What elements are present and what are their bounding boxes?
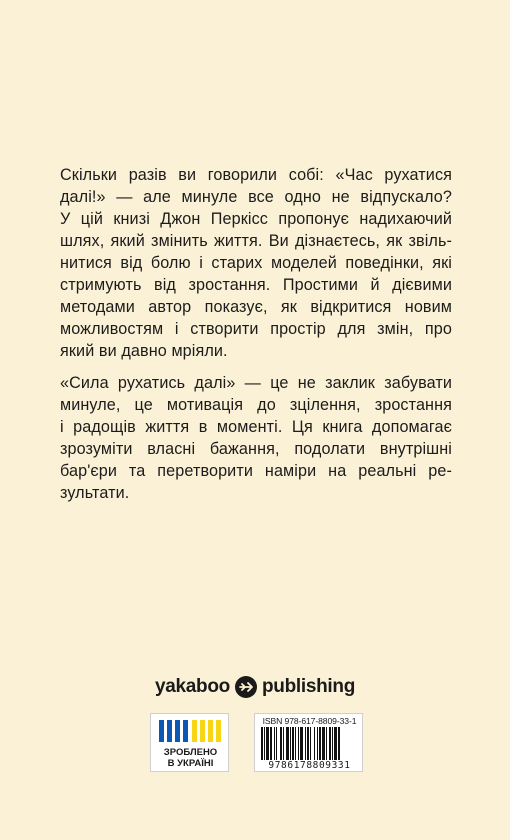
made-in-ukraine-badge	[150, 713, 229, 772]
barcode-digits: 9786178809331	[268, 760, 351, 771]
text-line: Скільки разів ви говорили собі: «Час рухатися	[60, 166, 452, 184]
text-line: і радощів життя в моменті. Ця книга допомагає	[60, 418, 452, 436]
description-paragraph-1	[60, 164, 452, 362]
text-line: нитися від болю і старих моделей поведінки, які	[60, 254, 452, 272]
text-line: «Сила рухатись далі» — це не заклик забувати	[60, 374, 452, 392]
text-line: методами автор показує, як відкритися новим	[60, 298, 452, 316]
publisher-name-right: publishing	[261, 676, 356, 697]
flag-bars-icon	[159, 720, 221, 742]
text-line: який ви давно мріяли.	[60, 342, 228, 360]
publisher-name-left: yakaboo	[154, 676, 230, 697]
description-paragraph-2	[60, 372, 452, 504]
isbn-barcode	[254, 713, 363, 772]
isbn-label: ISBN 978-617-8809-33-1	[262, 716, 357, 726]
text-line: У цій книзі Джон Перкісс пропонує надихаючий	[60, 210, 452, 228]
barcode-bars-icon	[261, 727, 358, 760]
publisher-logo	[0, 676, 510, 698]
text-line: зрозуміти власні бажання, подолати внутрішні	[60, 440, 452, 458]
text-line: можливостям і створити простір для змін, про	[60, 320, 452, 338]
text-line: бар'єри та перетворити наміри на реальні ре-	[60, 462, 452, 480]
text-line: шлях, який змінить життя. Ви дізнаєтесь, як звіль-	[60, 232, 452, 250]
made-in-line-1: ЗРОБЛЕНО	[163, 747, 218, 758]
plane-icon	[235, 676, 257, 698]
text-line: далі!» — але минуле все одно не відпускало?	[60, 188, 452, 206]
text-line: стримують від зростання. Простими й дієвими	[60, 276, 452, 294]
text-line: зультати.	[60, 484, 130, 502]
made-in-line-2: В УКРАЇНІ	[167, 758, 214, 769]
text-line: минуле, це мотивація до зцілення, зростання	[60, 396, 452, 414]
